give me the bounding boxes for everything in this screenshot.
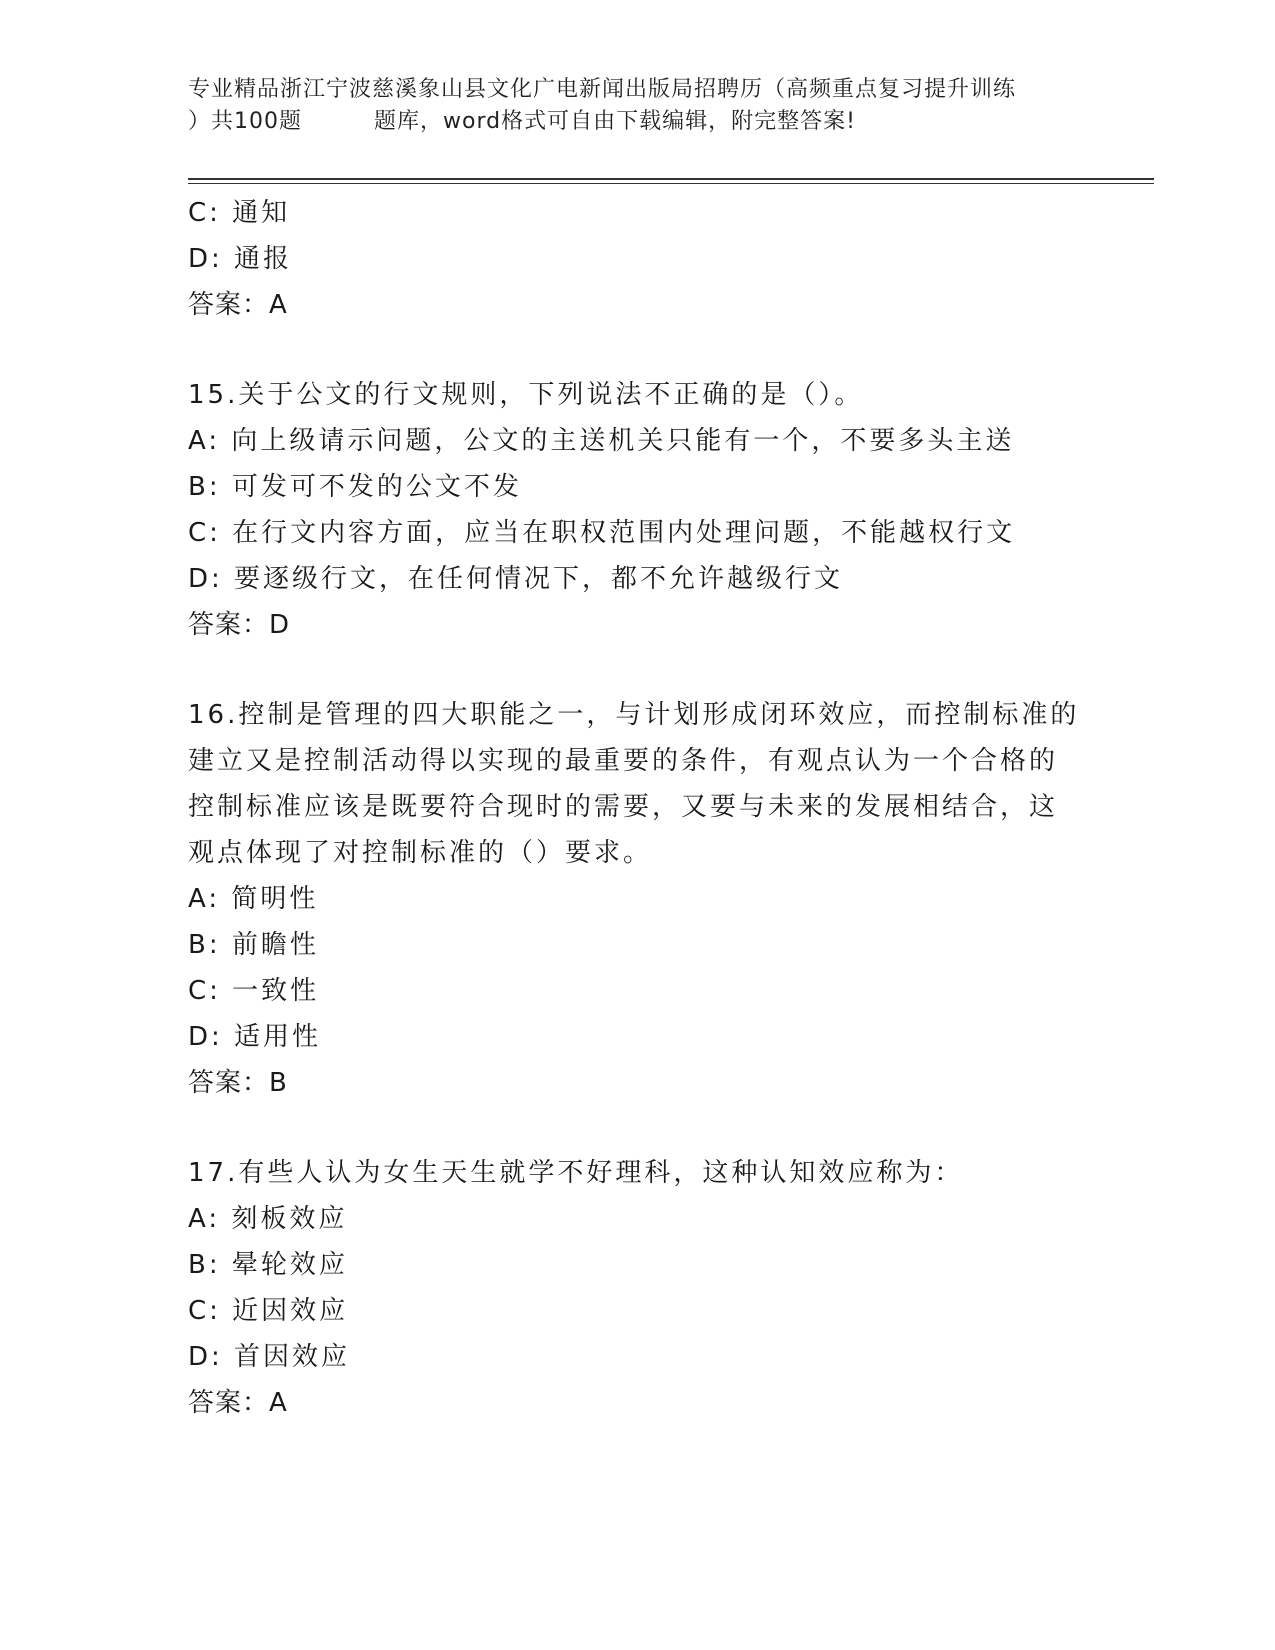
answer-line: 答案：A <box>188 1388 288 1418</box>
question-14-tail <box>188 190 1088 328</box>
question-stem-line: 控制标准应该是既要符合现时的需要，又要与未来的发展相结合，这 <box>188 792 1059 822</box>
option-d: D: 要逐级行文，在任何情况下，都不允许越级行文 <box>188 564 844 594</box>
option-a: A: 向上级请示问题，公文的主送机关只能有一个，不要多头主送 <box>188 426 1015 456</box>
option-c: C: 一致性 <box>188 976 320 1006</box>
option-a: A: 简明性 <box>188 884 319 914</box>
option-b: B: 可发可不发的公文不发 <box>188 472 522 502</box>
answer-line: 答案：D <box>188 610 291 640</box>
question-15 <box>188 372 1088 648</box>
question-17 <box>188 1150 1088 1426</box>
question-stem-line: 建立又是控制活动得以实现的最重要的条件，有观点认为一个合格的 <box>188 746 1059 776</box>
question-stem: 17.有些人认为女生天生就学不好理科，这种认知效应称为： <box>188 1158 964 1188</box>
answer-line: 答案：B <box>188 1068 288 1098</box>
option-a: A: 刻板效应 <box>188 1204 348 1234</box>
option-c: C: 通知 <box>188 198 291 228</box>
question-16 <box>188 692 1088 1106</box>
option-c: C: 在行文内容方面，应当在职权范围内处理问题，不能越权行文 <box>188 518 1016 548</box>
option-d: D: 通报 <box>188 244 293 274</box>
header-title-line-1: 专业精品浙江宁波慈溪象山县文化广电新闻出版局招聘历（高频重点复习提升训练 <box>188 77 1017 102</box>
question-stem-line: 观点体现了对控制标准的（）要求。 <box>188 838 653 868</box>
document-header <box>188 74 1088 138</box>
option-b: B: 晕轮效应 <box>188 1250 348 1280</box>
option-d: D: 首因效应 <box>188 1342 351 1372</box>
option-c: C: 近因效应 <box>188 1296 349 1326</box>
question-list <box>188 190 1088 1426</box>
header-divider-thin <box>188 183 1154 184</box>
option-d: D: 适用性 <box>188 1022 322 1052</box>
answer-line: 答案：A <box>188 290 288 320</box>
question-stem: 15.关于公文的行文规则，下列说法不正确的是（）。 <box>188 380 864 410</box>
option-b: B: 前瞻性 <box>188 930 319 960</box>
header-title-suffix: 题库，word格式可自由下载编辑，附完整答案! <box>374 109 856 134</box>
question-stem-line: 16.控制是管理的四大职能之一，与计划形成闭环效应，而控制标准的 <box>188 700 1080 730</box>
header-divider-thick <box>188 178 1154 180</box>
header-title-line-2 <box>188 106 1088 138</box>
header-title-count: ）共100题 <box>188 109 302 134</box>
